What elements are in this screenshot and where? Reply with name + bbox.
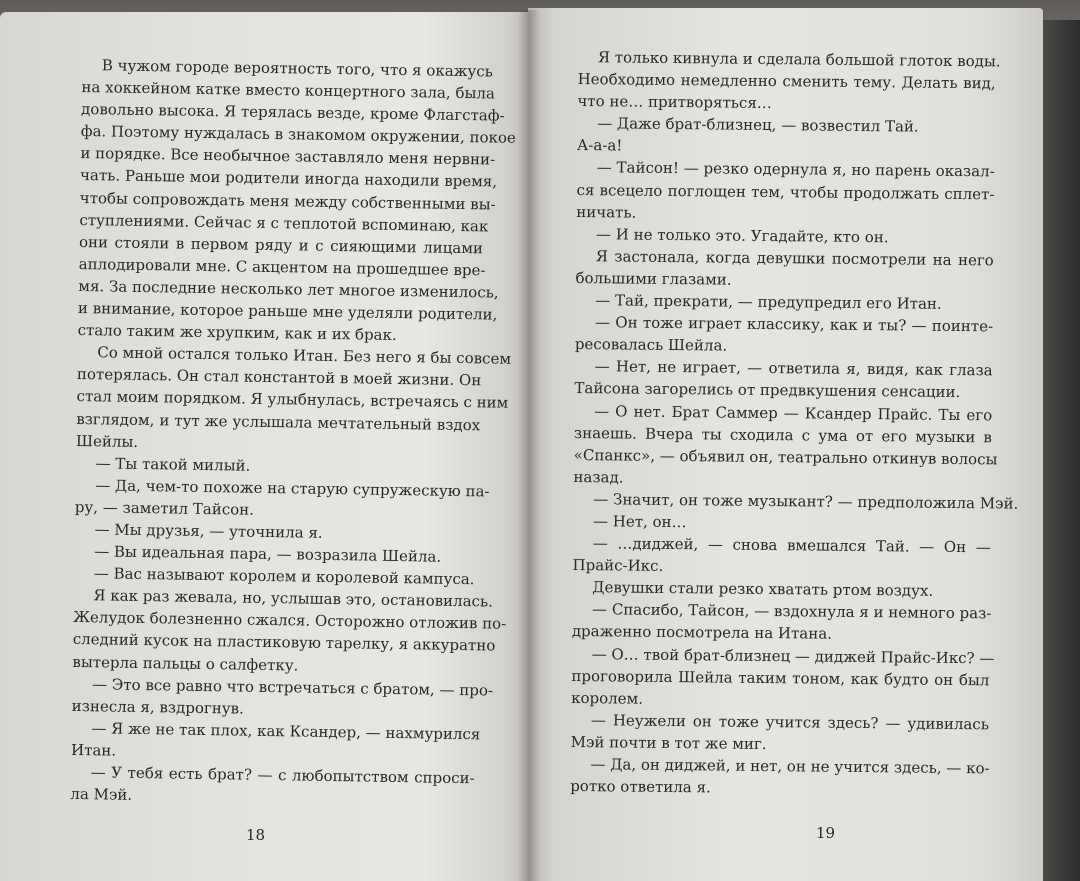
- left-page-text: [70, 54, 517, 811]
- text-line: — Да, чем-то похоже на старую супружескую па-: [95, 476, 490, 501]
- text-line: — Тай, прекрати, — предупредил его Итан.: [595, 291, 942, 313]
- text-line: ничать.: [576, 202, 637, 222]
- text-line: следний кусок на пластиковую тарелку, я аккуратно: [72, 630, 496, 656]
- text-line: ротко ответила я.: [570, 777, 711, 797]
- text-line: Со мной остался только Итан. Без него я бы совсем: [97, 343, 512, 368]
- text-line: — Даже брат-близнец, — возвестил Тай.: [597, 114, 919, 136]
- text-line: потерялась. Он стал константой в моей жизни. Он: [76, 365, 482, 390]
- text-line: Необходимо немедленно сменить тему. Делать вид,: [577, 70, 996, 93]
- text-line: ла Мэй.: [70, 785, 133, 804]
- text-line: Мэй почти в тот же миг.: [570, 732, 767, 753]
- text-line: — У тебя есть брат? — с любопытством спроси-: [90, 763, 475, 788]
- text-line: на хоккейном катке вместо концертного зала, была: [81, 78, 496, 103]
- text-line: Я застонала, когда девушки посмотрели на него: [595, 247, 994, 270]
- text-line: Желудок болезненно сжался. Осторожно отложив по-: [73, 608, 507, 634]
- text-line: Итан.: [70, 740, 117, 760]
- text-line: Тайсона загорелись от предвкушения сенсации.: [574, 379, 961, 402]
- text-line: аплодировали мне. С акцентом на прошедшее вре-: [78, 254, 486, 280]
- text-line: В чужом городе вероятность того, что я окажусь: [101, 56, 494, 81]
- text-line: — И не только это. Угадайте, кто он.: [595, 224, 889, 247]
- text-line: — Нет, не играет, — ответила я, видя, как глаза: [594, 357, 993, 380]
- text-line: Прайс-Икс.: [572, 556, 664, 576]
- text-line: назад.: [573, 467, 624, 487]
- page-number-right: 19: [816, 824, 836, 842]
- text-line: — Мы друзья, — уточнила я.: [94, 520, 323, 542]
- text-line: ступлениями. Сейчас я с теплотой вспоминаю, как: [79, 210, 489, 236]
- text-line: большими глазами.: [575, 268, 732, 289]
- text-line: — …диджей, — снова вмешался Тай. — Он —: [592, 534, 991, 557]
- text-line: — Спасибо, Тайсон, — вздохнула я и немного раз-: [592, 600, 992, 623]
- text-line: — О… твой брат-близнец — диджей Прайс-Икс? —: [591, 644, 995, 667]
- text-line: «Спанкс», — объявил он, театрально откинув волосы: [573, 445, 998, 469]
- text-line: — Он тоже играет классику, как и ты? — поинте-: [595, 313, 994, 336]
- text-line: А-а-а!: [576, 136, 623, 155]
- text-line: драженно посмотрела на Итана.: [571, 622, 833, 644]
- text-line: Я только кивнула и сделала большой глоток воды.: [597, 48, 1001, 71]
- text-line: — Тайсон! — резко одернула я, но парень оказал-: [596, 158, 995, 181]
- text-line: Шейлы.: [75, 431, 139, 451]
- text-line: проговорила Шейла таким тоном, как будто он был: [571, 666, 990, 689]
- text-line: — Ты такой милый.: [95, 453, 251, 475]
- text-line: — Нет, он…: [592, 512, 687, 532]
- text-line: и порядке. Все необычное заставляло меня нервни-: [80, 144, 496, 169]
- text-line: — Вас называют королем и королевой кампуса.: [93, 564, 475, 589]
- text-line: фа. Поэтому нуждалась в знакомом окружении, покое: [80, 122, 517, 148]
- text-line: ру, — заметил Тайсон.: [74, 497, 255, 519]
- text-line: взглядом, и тут же услышала мечтательный вздох: [76, 409, 481, 434]
- text-line: — Значит, он тоже музыкант? — предположила Мэй.: [593, 490, 1019, 513]
- text-line: они стояли в первом ряду и с сияющими лицами: [78, 232, 484, 258]
- text-line: ся всецело поглощен тем, чтобы продолжать сплет-: [576, 180, 995, 203]
- text-line: — О нет. Брат Саммер — Ксандер Прайс. Ты его: [594, 401, 993, 424]
- text-line: мя. За последние несколько лет многое изменилось,: [78, 276, 499, 302]
- right-page-text: [570, 46, 1019, 802]
- text-line: ресовалась Шейла.: [574, 335, 728, 355]
- text-line: — Да, он диджей, и нет, он не учится здесь, — ко-: [590, 755, 990, 778]
- book-cover-edge: [1040, 20, 1080, 881]
- text-line: Девушки стали резко хватать ртом воздух.: [592, 578, 934, 600]
- text-line: довольно высока. Я терялась везде, кроме Флагстаф-: [80, 100, 505, 125]
- text-line: стало таким же хрупким, как и их брак.: [77, 321, 397, 345]
- text-line: королем.: [571, 688, 644, 708]
- text-line: вытерла пальцы о салфетку.: [72, 652, 299, 675]
- text-line: знаешь. Вчера ты сходила с ума от его музыки в: [573, 423, 993, 446]
- text-line: — Неужели он тоже учится здесь? — удивилась: [590, 710, 990, 734]
- text-line: — Это все равно что встречаться с братом, — про-: [91, 674, 494, 700]
- text-line: и внимание, которое раньше мне уделяли родители,: [77, 299, 498, 324]
- text-line: что не… притворяться…: [577, 92, 772, 113]
- text-line: Я как раз жевала, но, услышав это, остановилась.: [93, 586, 494, 611]
- page-number-left: 18: [246, 826, 266, 844]
- text-line: чать. Раньше мои родители иногда находили время,: [79, 166, 498, 192]
- text-line: стал моим порядком. Я улыбнулась, встречаясь с ним: [76, 387, 509, 413]
- text-line: — Я же не так плох, как Ксандер, — нахмурился: [91, 719, 481, 744]
- text-line: изнесла я, вздрогнув.: [71, 696, 244, 718]
- text-line: чтобы сопровождать меня между собственными вы-: [79, 188, 496, 214]
- text-line: — Вы идеальная пара, — возразила Шейла.: [94, 542, 442, 566]
